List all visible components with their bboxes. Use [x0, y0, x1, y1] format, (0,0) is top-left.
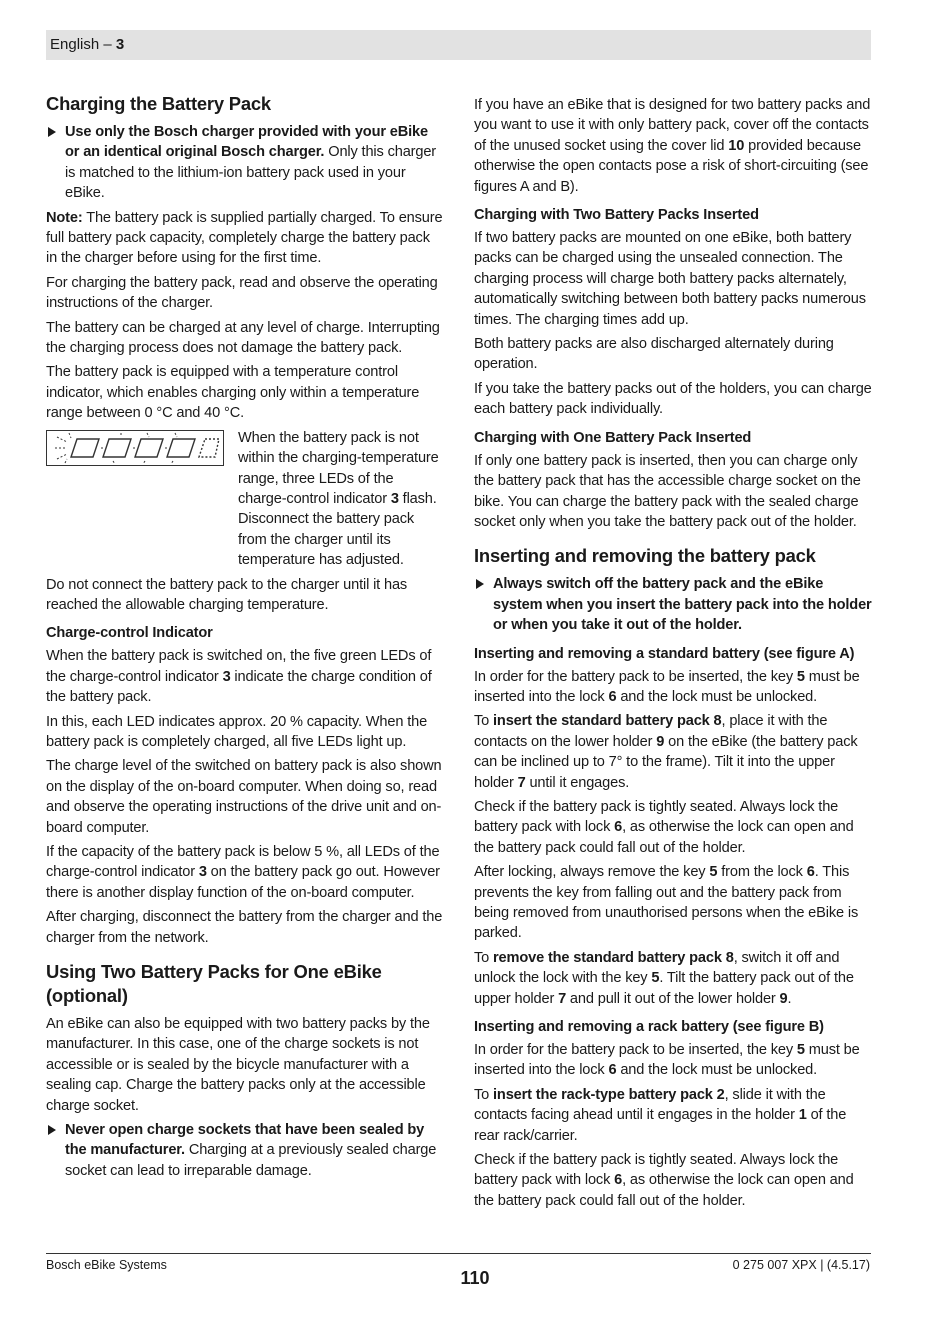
left-column: [46, 92, 444, 1185]
figure-caption-text: flash. Disconnect the battery pack from the charger until its temperature has adjusted.: [238, 490, 437, 569]
text: on the battery pack go out. However there is another display function of the on-board computer.: [46, 864, 440, 901]
ref-number: 6: [614, 1172, 623, 1189]
ref-number: 7: [517, 774, 526, 791]
text: If you have an eBike that is designed for two battery packs and you want to use it with only battery pack, cover off the contacts of the unused socket using the cover lid: [474, 97, 871, 154]
bullet-text: Only this charger is matched to the lithium-ion battery pack used in your eBike.: [65, 144, 437, 202]
paragraph: [474, 1150, 872, 1211]
paragraph: The battery pack is equipped with a temperature control indicator, which enables charging only within a temperature range between 0 °C and 40 °C.: [46, 364, 420, 422]
paragraph: [474, 1040, 872, 1081]
bold-text: remove the standard battery pack 8: [493, 949, 734, 966]
figure-caption-number: 3: [390, 490, 399, 507]
text: To: [474, 949, 494, 966]
bullet-bold-text: Always switch off the battery pack and the eBike system when you insert the battery pack into the holder or when you take it out of the holder.: [493, 576, 872, 634]
ref-number: 6: [608, 1062, 617, 1079]
text: .: [787, 990, 792, 1007]
footer-divider: [46, 1253, 871, 1254]
ref-number: 5: [796, 668, 805, 685]
header-dash: –: [99, 36, 116, 53]
text: , as otherwise the lock can open and the battery pack could fall out of the holder.: [474, 819, 854, 856]
ref-number: 5: [709, 864, 718, 881]
header-text: [50, 36, 124, 53]
section-title-inserting: Inserting and removing the battery pack: [474, 545, 816, 567]
section-title-charging: Charging the Battery Pack: [46, 93, 271, 114]
paragraph: [474, 948, 872, 1009]
subheading-standard-battery: Inserting and removing a standard battery (see figure A): [474, 645, 855, 662]
bullet-switch-off: [474, 574, 872, 635]
paragraph: The charge level of the switched on battery pack is also shown on the display of the on-board computer. When doing so, read and observe the operating instructions of the drive unit and on-board computer.: [46, 758, 442, 836]
note-paragraph: [46, 208, 444, 269]
text: must be inserted into the lock: [474, 668, 860, 705]
text: , place it with the contacts on the lower holder: [474, 713, 828, 750]
bullet-bold-text: Use only the Bosch charger provided with your eBike or an identical original Bosch charger.: [65, 124, 428, 161]
ref-number: 1: [798, 1107, 807, 1124]
text: , as otherwise the lock can open and the battery pack could fall out of the holder.: [474, 1172, 854, 1209]
note-label: Note:: [46, 209, 83, 226]
ref-number: 5: [651, 970, 660, 987]
ref-number: 5: [796, 1042, 805, 1059]
page-header: [46, 30, 871, 60]
text: and the lock must be unlocked.: [616, 688, 818, 705]
ref-number: 9: [656, 733, 665, 750]
header-page: 3: [115, 36, 125, 53]
flashing-led-figure: [46, 430, 226, 492]
right-column: [474, 95, 872, 1215]
bullet-bold-text: Never open charge sockets that have been sealed by the manufacturer.: [65, 1122, 425, 1159]
paragraph: If you take the battery packs out of the holders, you can charge each battery pack individually.: [474, 380, 872, 418]
paragraph: For charging the battery pack, read and observe the operating instructions of the charger.: [46, 274, 438, 312]
ref-number: 3: [198, 864, 207, 881]
paragraph: [474, 711, 872, 793]
footer-doc-number: 0 275 007 XPX | (4.5.17): [732, 1258, 870, 1272]
bold-text: insert the rack-type battery pack 2: [493, 1086, 725, 1103]
paragraph: Both battery packs are also discharged alternately during operation.: [474, 336, 834, 373]
footer-company: Bosch eBike Systems: [46, 1258, 167, 1272]
subheading-one-inserted: Charging with One Battery Pack Inserted: [474, 429, 752, 446]
text: , slide it with the contacts facing ahead until it engages in the holder: [474, 1086, 826, 1124]
paragraph: [474, 1085, 872, 1146]
text: Check if the battery pack is tightly seated. Always lock the battery pack with lock: [474, 798, 839, 836]
text: . This prevents the key from falling out and the battery pack from being removed from unauthorised persons when the eBike is parked.: [474, 864, 859, 942]
text: , switch it off and unlock the lock with the key: [474, 949, 840, 987]
ref-number: 7: [558, 990, 567, 1007]
ref-number: 3: [222, 668, 231, 685]
paragraph: [474, 95, 872, 197]
paragraph: Do not connect the battery pack to the charger until it has reached the allowable charging temperature.: [46, 576, 408, 613]
paragraph: The battery can be charged at any level of charge. Interrupting the charging process does not damage the battery pack.: [46, 319, 440, 357]
paragraph: In this, each LED indicates approx. 20 % capacity. When the battery pack is completely charged, all five LEDs light up.: [46, 713, 428, 750]
text: indicate the charge condition of the battery pack.: [46, 668, 432, 706]
text: and the lock must be unlocked.: [616, 1062, 818, 1079]
paragraph: An eBike can also be equipped with two battery packs by the manufacturer. In this case, one of the charge sockets is not accessible or is sealed by the bicycle manufacturer with a sealing cap. Charge the battery packs only at the accessible charge socket.: [46, 1016, 430, 1114]
paragraph: [474, 667, 872, 708]
bold-text: insert the standard battery pack 8: [493, 713, 722, 730]
text: and pull it out of the lower holder: [566, 990, 780, 1007]
paragraph: After charging, disconnect the battery from the charger and the charger from the network.: [46, 909, 443, 946]
text: until it engages.: [525, 774, 630, 791]
figure-caption: [238, 428, 444, 571]
text: of the rear rack/carrier.: [474, 1107, 847, 1144]
note-text: The battery pack is supplied partially charged. To ensure full battery pack capacity, completely charge the battery pack in the charger before using for the first time.: [46, 209, 443, 267]
text: In order for the battery pack to be inserted, the key: [474, 1042, 797, 1059]
ref-number: 6: [806, 864, 815, 881]
ref-number: 9: [779, 990, 788, 1007]
figure-block: [46, 428, 444, 575]
paragraph: [474, 862, 872, 944]
text: When the battery pack is switched on, the five green LEDs of the charge-control indicator: [46, 648, 432, 685]
triangle-bullet-icon: [48, 1125, 56, 1135]
triangle-bullet-icon: [476, 579, 484, 589]
text: from the lock: [717, 864, 807, 881]
paragraph: [46, 842, 444, 903]
bullet-text: Charging at a previously sealed charge socket can lead to irreparable damage.: [65, 1142, 437, 1179]
page-number: 110: [460, 1268, 490, 1288]
text: on the eBike (the battery pack can be inclined up to 7° to the frame). Tilt it into the upper holder: [474, 733, 858, 791]
text: In order for the battery pack to be inserted, the key: [474, 668, 797, 685]
paragraph: [46, 646, 444, 707]
ref-number: 6: [614, 819, 623, 836]
flashing-led-indicator-icon: [46, 430, 224, 466]
text: To: [474, 1086, 494, 1103]
header-language: English: [50, 36, 100, 53]
text: If the capacity of the battery pack is below 5 %, all LEDs of the charge-control indicator: [46, 844, 440, 881]
subheading-two-inserted: Charging with Two Battery Packs Inserted: [474, 207, 759, 224]
ref-number: 10: [728, 137, 745, 154]
bullet-charger-warning: [46, 122, 444, 204]
text: Check if the battery pack is tightly seated. Always lock the battery pack with lock: [474, 1152, 839, 1189]
figure-caption-text: When the battery pack is not within the charging-temperature range, three LEDs of the charge-control indicator: [238, 429, 439, 507]
paragraph: If two battery packs are mounted on one eBike, both battery packs can be charged using the unsealed connection. The charging process will charge both battery packs alternately, automatically switching between both battery packs numerous times. The charging times add up.: [474, 230, 866, 328]
paragraph: [474, 797, 872, 858]
text: provided because otherwise the open contacts pose a risk of short-circuiting (see figures A and B).: [474, 137, 869, 195]
triangle-bullet-icon: [48, 127, 56, 137]
ref-number: 6: [608, 688, 617, 705]
section-title-two-batteries: Using Two Battery Packs for One eBike (optional): [46, 961, 382, 1007]
text: To: [474, 713, 494, 730]
subheading-rack-battery: Inserting and removing a rack battery (see figure B): [474, 1019, 824, 1036]
text: After locking, always remove the key: [474, 864, 710, 881]
paragraph: If only one battery pack is inserted, then you can charge only the battery pack that has the accessible charge socket on the bike. You can charge the battery pack with the sealed charge socket only when you take the battery pack out of the holder.: [474, 452, 861, 530]
bullet-sealed-sockets: [46, 1120, 444, 1181]
subheading-cci: Charge-control Indicator: [46, 625, 213, 642]
text: must be inserted into the lock: [474, 1042, 860, 1079]
text: . Tilt the battery pack out of the upper holder: [474, 970, 854, 1007]
